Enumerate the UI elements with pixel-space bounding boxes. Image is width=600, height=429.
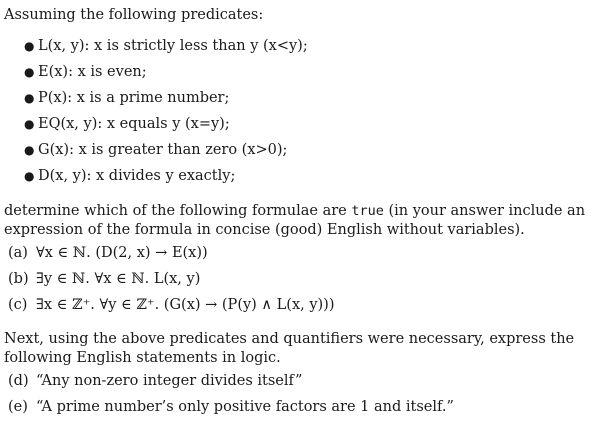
predicate-item: ● E(x): x is even; bbox=[24, 64, 147, 80]
statement-item: (d) “Any non-zero integer divides itself” bbox=[8, 373, 303, 389]
next-paragraph: Next, using the above predicates and quantifiers were necessary, express the following English statements in logic. bbox=[4, 331, 575, 366]
bullet-icon: ● bbox=[24, 91, 35, 105]
bullet-icon: ● bbox=[24, 39, 35, 53]
formula-item: (c) ∃x ∈ ℤ⁺. ∀y ∈ ℤ⁺. (G(x) → (P(y) ∧ L(x, y))) bbox=[8, 297, 335, 313]
instruction-paragraph: determine which of the following formulae are true (in your answer include an expression of the formula in concise (good) English without variables). bbox=[4, 203, 586, 238]
bullet-icon: ● bbox=[24, 117, 35, 131]
intro-text: Assuming the following predicates: bbox=[4, 7, 264, 23]
true-keyword: true bbox=[351, 203, 384, 219]
predicate-item: ● D(x, y): x divides y exactly; bbox=[24, 168, 236, 184]
bullet-icon: ● bbox=[24, 143, 35, 157]
formula-item: (b) ∃y ∈ ℕ. ∀x ∈ ℕ. L(x, y) bbox=[8, 271, 201, 287]
bullet-icon: ● bbox=[24, 65, 35, 79]
bullet-icon: ● bbox=[24, 169, 35, 183]
predicate-item: ● G(x): x is greater than zero (x>0); bbox=[24, 142, 288, 158]
formula-item: (a) ∀x ∈ ℕ. (D(2, x) → E(x)) bbox=[8, 245, 208, 261]
statement-item: (e) “A prime number’s only positive factors are 1 and itself.” bbox=[8, 399, 454, 415]
predicate-item: ● L(x, y): x is strictly less than y (x<y); bbox=[24, 38, 308, 54]
predicate-item: ● P(x): x is a prime number; bbox=[24, 90, 230, 106]
predicate-item: ● EQ(x, y): x equals y (x=y); bbox=[24, 116, 230, 132]
